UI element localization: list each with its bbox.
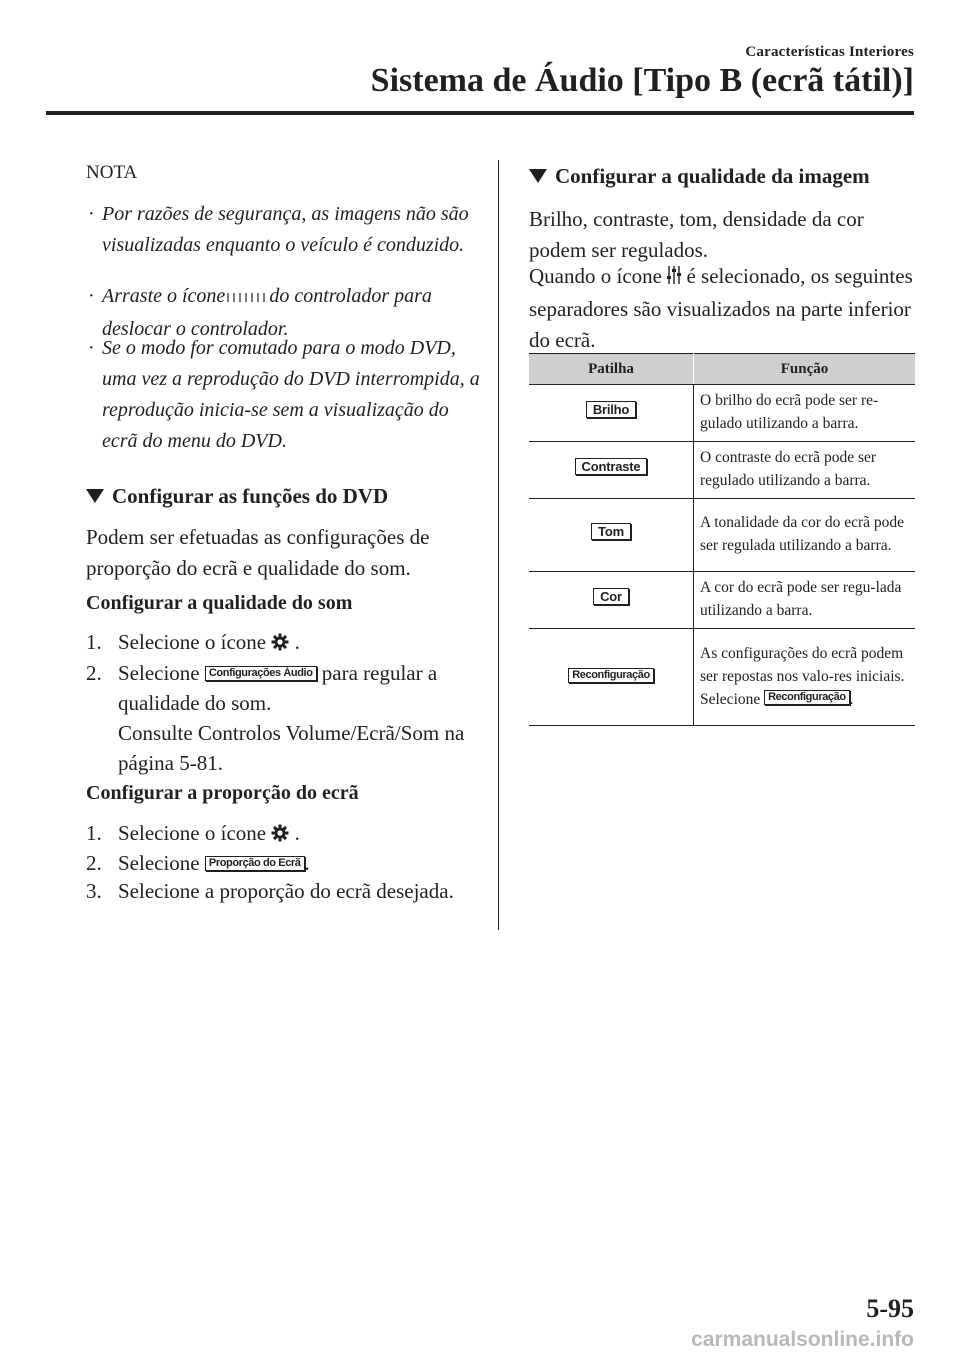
step-text-end: para regular a qualidade do som.	[118, 661, 438, 715]
table-cell-desc: O brilho do ecrã pode ser re-gulado utilizando a barra.	[694, 385, 916, 442]
step-number: 2.	[86, 851, 102, 875]
step-reference: Consulte Controlos Volume/Ecrã/Som na página 5-81.	[118, 721, 465, 775]
triangle-marker-icon	[86, 489, 104, 503]
section-label: Características Interiores	[745, 44, 914, 60]
sound-heading: Configurar a qualidade do som	[86, 592, 353, 614]
step-number: 2.	[86, 661, 102, 685]
ratio-heading: Configurar a proporção do ecrã	[86, 782, 359, 804]
step-item	[86, 848, 481, 878]
note-text: Se o modo for comutado para o modo DVD, uma vez a reprodução do DVD interrompida, a reprodução inicia-se sem a visualização do ecrã do menu do DVD.	[102, 337, 480, 452]
desc-text-start: Selecione	[700, 690, 761, 708]
equalizer-icon	[667, 263, 681, 294]
color-tab-button[interactable]: Cor	[593, 588, 629, 605]
grip-icon	[225, 283, 269, 314]
step-item	[86, 818, 481, 850]
reset-button[interactable]: Reconfiguração	[764, 690, 850, 705]
gear-icon	[271, 820, 289, 850]
gear-icon	[271, 629, 289, 659]
intro-text-end: é selecionado, os seguintes separadores são visualizados na parte inferior do ecrã.	[529, 264, 913, 352]
step-text: Selecione a proporção do ecrã desejada.	[118, 879, 454, 903]
page-number: 5-95	[866, 1294, 914, 1323]
tone-tab-button[interactable]: Tom	[591, 523, 631, 540]
function-table	[529, 353, 915, 726]
table-row	[529, 629, 915, 726]
step-number: 1.	[86, 821, 102, 845]
step-item	[86, 876, 481, 906]
table-cell-desc: A tonalidade da cor do ecrã pode ser regulada utilizando a barra.	[694, 499, 916, 572]
image-intro: Brilho, contraste, tom, densidade da cor podem ser regulados.	[529, 207, 864, 262]
step-text-start: Selecione o ícone	[118, 821, 267, 845]
step-text-start: Selecione	[118, 851, 200, 875]
table-header: Patilha	[529, 354, 694, 385]
step-item	[86, 627, 481, 659]
step-number: 1.	[86, 630, 102, 654]
bullet-dot: ·	[88, 337, 95, 359]
table-cell-desc: A cor do ecrã pode ser regu-lada utilizando a barra.	[694, 572, 916, 629]
table-cell-tab	[529, 499, 694, 572]
note-text: Por razões de segurança, as imagens não são visualizadas enquanto o veículo é conduzido.	[102, 203, 469, 256]
step-text	[86, 818, 481, 850]
triangle-marker-icon	[529, 169, 547, 183]
dvd-intro: Podem ser efetuadas as configurações de proporção do ecrã e qualidade do som.	[86, 525, 430, 580]
image-intro-2	[529, 261, 914, 356]
note-text-end: do controlador para deslocar o controlador.	[102, 285, 432, 340]
screen-ratio-button[interactable]: Proporção do Ecrã	[205, 856, 305, 871]
table-row	[529, 572, 915, 629]
contrast-tab-button[interactable]: Contraste	[575, 458, 648, 475]
step-number: 3.	[86, 879, 102, 903]
heading-text: Configurar a qualidade da imagem	[555, 164, 870, 188]
step-text-end: .	[294, 821, 300, 845]
table-header: Função	[694, 354, 916, 385]
note-label: NOTA	[86, 162, 138, 183]
table-header-row	[529, 354, 915, 385]
intro-text-start: Quando o ícone	[529, 264, 662, 288]
note-item	[88, 333, 480, 457]
desc-text: As configurações do ecrã podem ser repostas nos valo-res iniciais.	[700, 644, 905, 685]
step-item	[86, 658, 481, 778]
table-cell-tab	[529, 572, 694, 629]
column-divider	[498, 160, 499, 930]
audio-settings-button[interactable]: Configurações Áudio	[205, 666, 317, 681]
heading-text: Configurar as funções do DVD	[112, 484, 389, 508]
note-text-start: Arraste o ícone	[102, 285, 226, 307]
section-heading-image	[529, 164, 870, 189]
step-text-end: .	[294, 630, 300, 654]
header-rule	[46, 111, 914, 115]
brightness-tab-button[interactable]: Brilho	[586, 401, 636, 418]
table-row	[529, 442, 915, 499]
bullet-dot: ·	[88, 285, 95, 307]
note-item	[88, 199, 480, 261]
reset-tab-button[interactable]: Reconfiguração	[568, 668, 654, 683]
table-cell-tab	[529, 442, 694, 499]
table-cell-desc	[694, 629, 916, 726]
step-text-start: Selecione o ícone	[118, 630, 267, 654]
table-cell-tab	[529, 385, 694, 442]
table-cell-tab	[529, 629, 694, 726]
table-cell-desc: O contraste do ecrã pode ser regulado utilizando a barra.	[694, 442, 916, 499]
desc-text-end: .	[849, 690, 854, 708]
table-row	[529, 499, 915, 572]
page-title: Sistema de Áudio [Tipo B (ecrã tátil)]	[370, 62, 914, 99]
step-text	[86, 627, 481, 659]
bullet-dot: ·	[88, 203, 95, 225]
step-text-start: Selecione	[118, 661, 200, 685]
step-text-end: .	[304, 851, 310, 875]
section-heading-dvd	[86, 484, 388, 509]
watermark: carmanualsonline.info	[691, 1328, 914, 1351]
step-text	[86, 848, 481, 878]
table-row	[529, 385, 915, 442]
step-text	[86, 658, 481, 778]
